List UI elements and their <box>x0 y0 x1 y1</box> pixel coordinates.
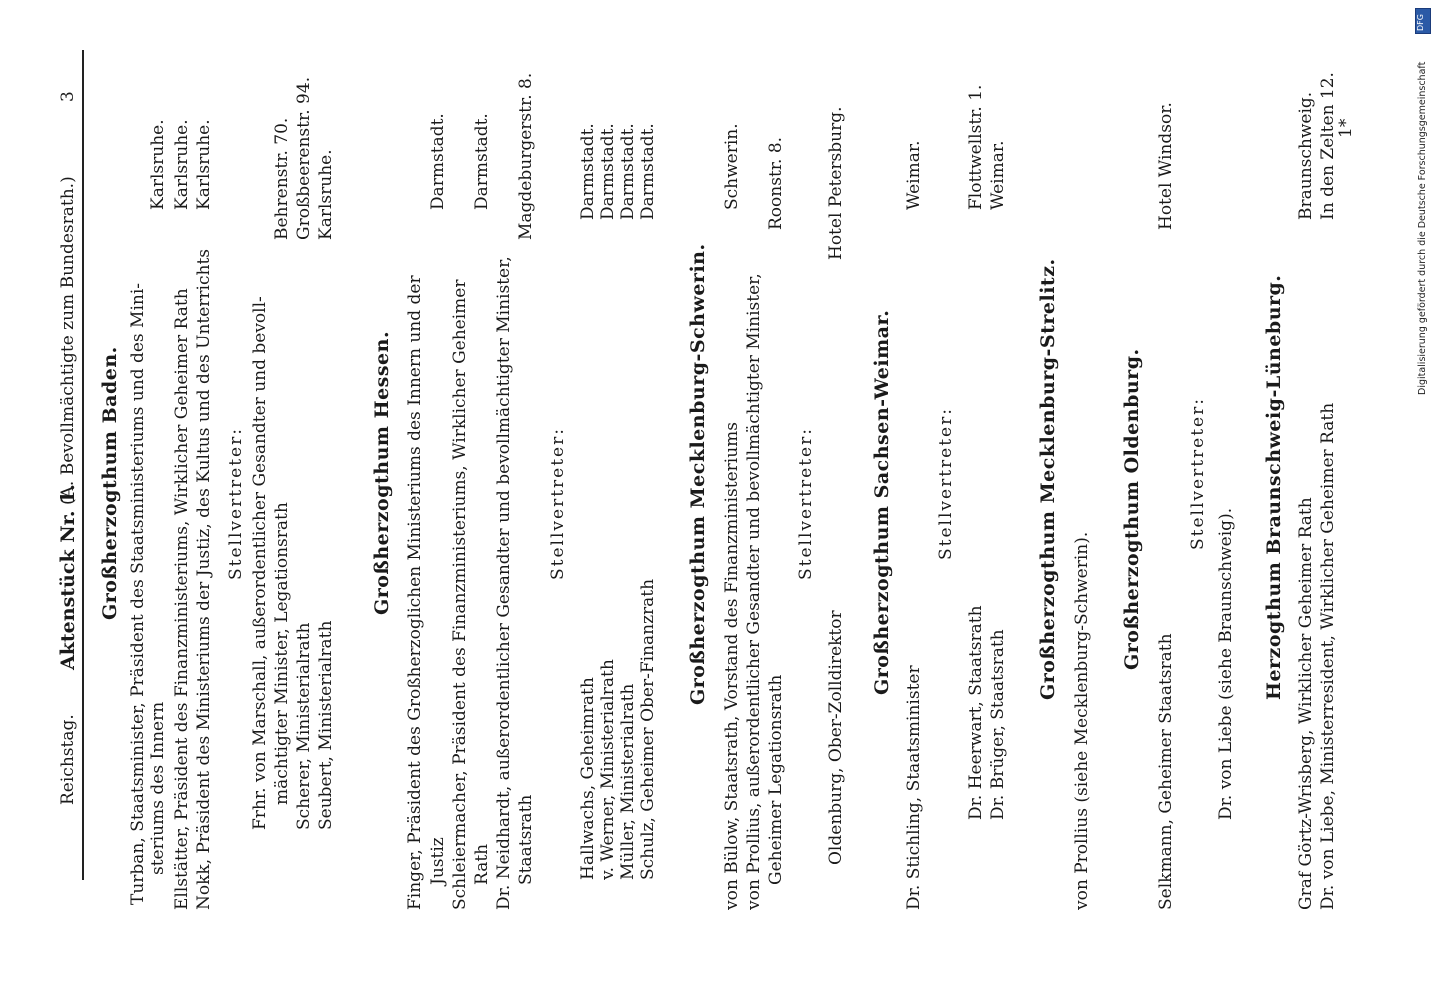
deputy-text: mächtigter Minister, Legationsrath <box>272 502 292 805</box>
entry-text: Selkmann, Geheimer Staatsrath <box>1156 633 1176 910</box>
deputy-text: Frhr. von Marschall, außerordentlicher Gesandter und bevoll- <box>250 296 270 830</box>
digitization-credit <box>1417 61 1429 407</box>
entry-text: steriums des Innern <box>148 701 168 875</box>
entry-text: Nokk, Präsident des Ministeriums der Justiz, des Kultus und des Unterrichts <box>194 248 214 910</box>
deputy-text: Hallwachs, Geheimrath <box>578 677 598 880</box>
header-subtitle: (A. Bevollmächtigte zum Bundesrath.) <box>58 176 78 505</box>
deputy-text: Oldenburg, Ober-Zolldirektor <box>826 610 846 865</box>
deputy-place: Hotel Petersburg. <box>826 106 846 260</box>
section-heading: Großherzogthum Mecklenburg-Strelitz. <box>1037 258 1059 700</box>
section-heading: Großherzogthum Oldenburg. <box>1121 348 1143 670</box>
entry-text: Dr. Neidhardt, außerordentlicher Gesandter und bevollmächtigter Minister, <box>494 256 514 910</box>
entry-text: von Prollius, außerordentlicher Gesandter und bevollmächtigter Minister, <box>744 273 764 910</box>
deputy-place: Behrenstr. 70. <box>272 117 292 240</box>
page-number: 3 <box>58 91 78 102</box>
section-heading: Großherzogthum Baden. <box>99 346 121 620</box>
entry-text: Finger, Präsident des Großherzoglichen Ministeriums des Innern und der <box>405 275 425 910</box>
deputies-label: Stellvertreter: <box>1188 397 1208 550</box>
section-heading: Großherzogthum Hessen. <box>371 330 393 615</box>
entry-text: Graf Görtz-Wrisberg, Wirklicher Geheimer Rath <box>1296 497 1316 910</box>
deputies-label: Stellvertreter: <box>226 427 246 580</box>
deputy-place: Darmstadt. <box>638 123 658 220</box>
entry-text: Staatsrath <box>516 794 536 885</box>
entry-place: Karlsruhe. <box>148 119 168 210</box>
entry-place: Braunschweig. <box>1296 91 1316 220</box>
header-title: Aktenstück Nr. 1. <box>57 484 79 670</box>
deputy-place: Flottwellstr. 1. <box>966 84 986 210</box>
deputies-label: Stellvertreter: <box>548 427 568 580</box>
dfg-logo <box>1415 8 1431 34</box>
header-rule <box>82 50 84 880</box>
section-heading: Großherzogthum Mecklenburg-Schwerin. <box>687 243 709 705</box>
deputy-place: Darmstadt. <box>578 123 598 220</box>
digitization-credit-text: Digitalisierung gefördert durch die Deutsche Forschungsgemeinschaft <box>1417 61 1428 395</box>
entry-text: Justiz <box>428 837 448 885</box>
entry-text: Ellstätter, Präsident des Finanzministeriums, Wirklicher Geheimer Rath <box>172 288 192 910</box>
deputy-place: Karlsruhe. <box>316 149 336 240</box>
deputy-text: Dr. Brüger, Staatsrath <box>988 629 1008 820</box>
entry-text: Dr. Stichling, Staatsminister <box>904 665 924 910</box>
deputy-place: Großbeerenstr. 94. <box>294 76 314 240</box>
entry-text: Rath <box>472 843 492 885</box>
entry-text: von Bülow, Staatsrath, Vorstand des Finanzministeriums <box>722 421 742 910</box>
deputy-place: Weimar. <box>988 140 1008 210</box>
deputies-label: Stellvertreter: <box>936 407 956 560</box>
signature-mark: 1* <box>1336 118 1356 138</box>
dfg-logo-text: DFG <box>1416 14 1425 31</box>
entry-text: Dr. von Liebe, Ministerresident, Wirklicher Geheimer Rath <box>1318 402 1338 910</box>
entry-text: Turban, Staatsminister, Präsident des Staatsministeriums und des Mini- <box>128 282 148 905</box>
deputy-place: Darmstadt. <box>618 123 638 220</box>
entry-place: Schwerin. <box>722 123 742 210</box>
section-heading: Herzogthum Braunschweig-Lüneburg. <box>1263 274 1285 700</box>
entry-place: In den Zelten 12. <box>1318 72 1338 220</box>
deputies-label: Stellvertreter: <box>796 427 816 580</box>
header-left: Reichstag. <box>58 714 78 805</box>
deputy-text: v. Werner, Ministerialrath <box>598 659 618 880</box>
deputy-text: Dr. Heerwart, Staatsrath <box>966 605 986 820</box>
deputy-text: Müller, Ministerialrath <box>618 683 638 880</box>
entry-place: Darmstadt. <box>428 113 448 210</box>
deputy-text: Dr. von Liebe (siehe Braunschweig). <box>1216 507 1236 820</box>
deputy-text: Seubert, Ministerialrath <box>316 620 336 830</box>
section-heading: Großherzogthum Sachsen-Weimar. <box>871 309 893 695</box>
entry-text: Geheimer Legationsrath <box>766 674 786 885</box>
entry-place: Magdeburgerstr. 8. <box>516 72 536 240</box>
entry-place: Hotel Windsor. <box>1156 102 1176 230</box>
entry-text: Schleiermacher, Präsident des Finanzministeriums, Wirklicher Geheimer <box>450 279 470 910</box>
entry-place: Roonstr. 8. <box>766 136 786 230</box>
entry-text: von Prollius (siehe Mecklenburg-Schwerin). <box>1072 531 1092 910</box>
entry-place: Weimar. <box>904 140 924 210</box>
deputy-text: Schulz, Geheimer Ober-Finanzrath <box>638 578 658 880</box>
entry-place: Darmstadt. <box>472 113 492 210</box>
deputy-place: Darmstadt. <box>598 123 618 220</box>
deputy-text: Scherer, Ministerialrath <box>294 622 314 830</box>
entry-place: Karlsruhe. <box>172 119 192 210</box>
entry-place: Karlsruhe. <box>194 119 214 210</box>
